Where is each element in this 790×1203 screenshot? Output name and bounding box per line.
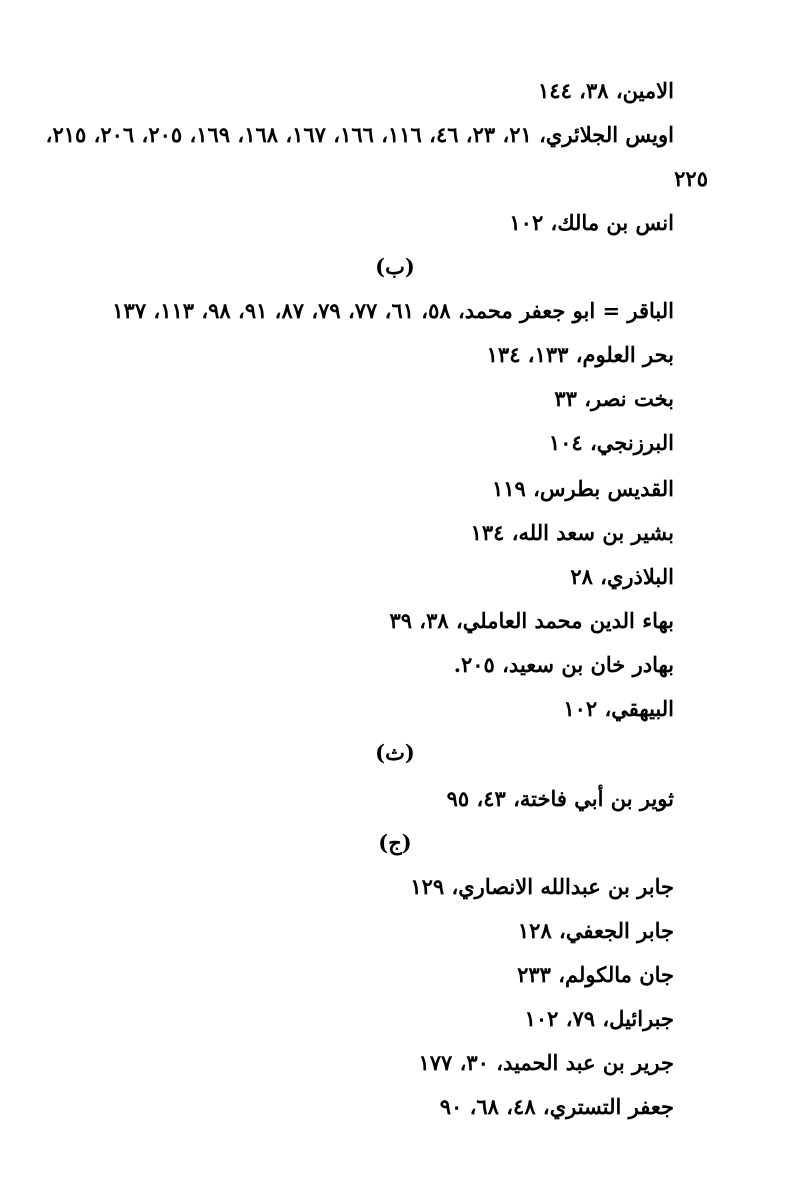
index-entry: الامين، ٣٨، ١٤٤ xyxy=(538,78,674,103)
section-heading: (ث) xyxy=(375,740,415,765)
index-entry: جرير بن عبد الحميد، ٣٠، ١٧٧ xyxy=(418,1050,674,1075)
index-entry: البلاذري، ٢٨ xyxy=(570,564,674,589)
index-entry: بهادر خان بن سعيد، ٢٠٥. xyxy=(453,652,674,677)
index-entry: الباقر = ابو جعفر محمد، ٥٨، ٦١، ٧٧، ٧٩، ٨٧، ٩١، ٩٨، ١١٣، ١٣٧ xyxy=(112,298,674,323)
index-entry: جبرائيل، ٧٩، ١٠٢ xyxy=(524,1006,674,1031)
index-entry: جان مالكولم، ٢٣٣ xyxy=(517,962,674,987)
index-entry: بشير بن سعد الله، ١٣٤ xyxy=(470,520,674,545)
index-entry: القديس بطرس، ١١٩ xyxy=(491,476,674,501)
index-entry: اويس الجلائري، ٢١، ٢٣، ٤٦، ١١٦، ١٦٦، ١٦٧، ١٦٨، ١٦٩، ٢٠٥، ٢٠٦، ٢١٥، xyxy=(45,122,674,147)
index-entry: انس بن مالك، ١٠٢ xyxy=(509,210,674,235)
index-entry: بهاء الدين محمد العاملي، ٣٨، ٣٩ xyxy=(389,608,674,633)
index-entry-continuation: ٢٢٥ xyxy=(674,166,708,191)
index-entry: البرزنجي، ١٠٤ xyxy=(548,430,674,455)
section-heading: (ب) xyxy=(375,254,415,279)
index-entry: بحر العلوم، ١٣٣، ١٣٤ xyxy=(486,342,674,367)
index-entry: جعفر التستري، ٤٨، ٦٨، ٩٠ xyxy=(439,1094,674,1119)
index-entry: ثوير بن أبي فاختة، ٤٣، ٩٥ xyxy=(446,786,674,811)
index-entry: جابر الجعفي، ١٢٨ xyxy=(517,918,674,943)
index-entry: جابر بن عبدالله الانصاري، ١٢٩ xyxy=(410,874,674,899)
index-entry: بخت نصر، ٣٣ xyxy=(554,386,674,411)
index-entry: البيهقي، ١٠٢ xyxy=(563,696,674,721)
section-heading: (ج) xyxy=(378,830,412,855)
